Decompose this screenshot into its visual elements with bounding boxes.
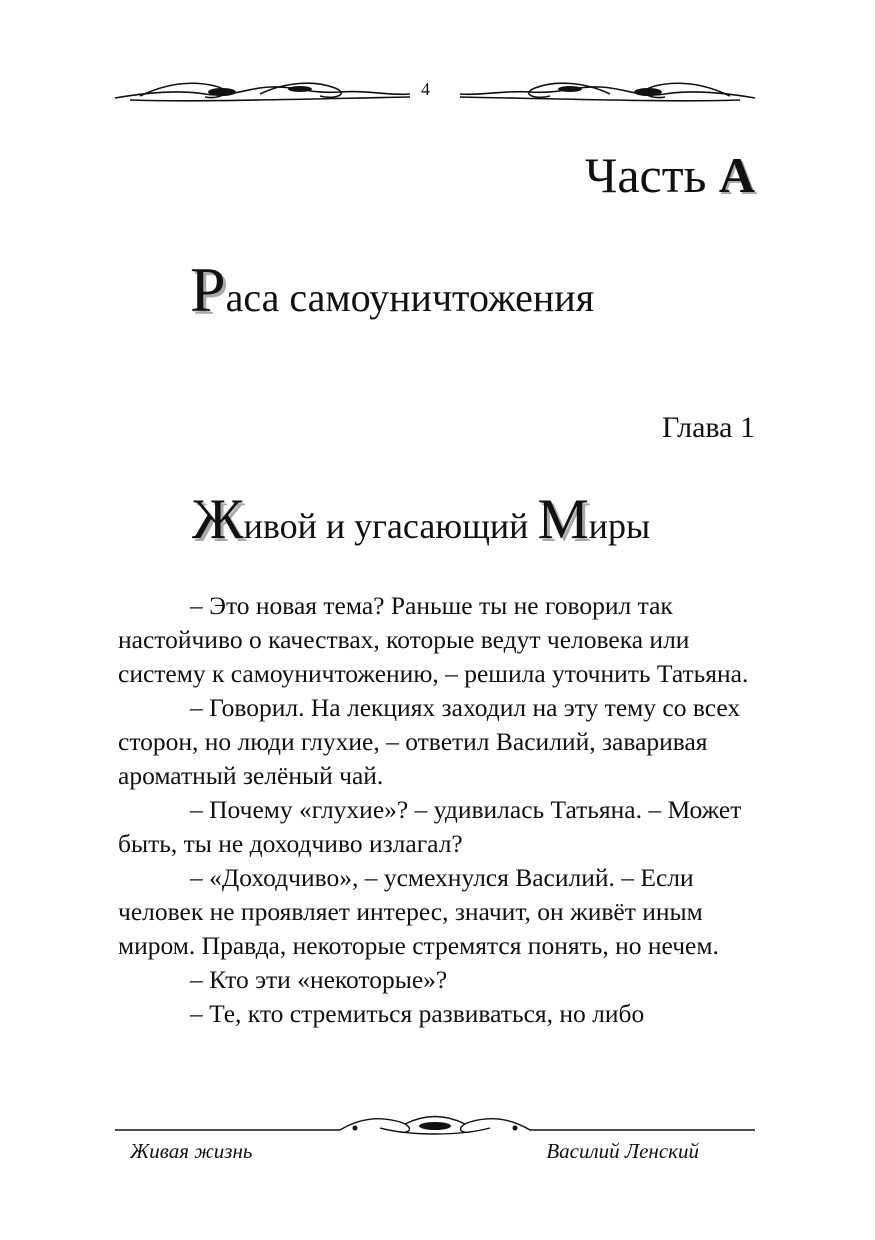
- paragraph: – Говорил. На лекциях заходил на эту тему со всех сторон, но люди глухие, – ответил Василий, заваривая ароматный зелёный чай.: [118, 693, 741, 790]
- paragraph: – «Доходчиво», – усмехнулся Василий. – Если человек не проявляет интерес, значит, он живёт иным миром. Правда, некоторые стремятся понять, но нечем.: [118, 863, 719, 960]
- chapter-title: [192, 490, 650, 556]
- paragraph: – Почему «глухие»? – удивилась Татьяна. – Может быть, ты не доходчиво излагал?: [118, 795, 742, 858]
- part-prefix: Часть: [584, 147, 719, 203]
- chapter-number: Глава 1: [662, 411, 755, 444]
- chapter-initial-2: М: [537, 488, 589, 551]
- section-title-text: аса самоуничтожения: [225, 275, 595, 320]
- section-title: [190, 255, 594, 333]
- page-number: 4: [418, 78, 433, 100]
- chapter-title-text-1: ивой и угасающий: [243, 506, 538, 546]
- page-header: [110, 70, 760, 115]
- paragraph: – Кто эти «некоторые»?: [190, 965, 448, 994]
- chapter-title-text-2: иры: [588, 506, 651, 546]
- section-initial: Р: [190, 254, 226, 325]
- chapter-initial-1: Ж: [192, 488, 244, 551]
- part-letter: А: [718, 147, 755, 203]
- paragraph: – Те, кто стремиться развиваться, но либо: [190, 999, 645, 1028]
- flourish-ornament-icon: [110, 70, 760, 115]
- footer-book-title: Живая жизнь: [130, 1139, 253, 1163]
- body-text: [118, 589, 758, 1031]
- part-heading: [585, 145, 755, 205]
- paragraph: – Это новая тема? Раньше ты не говорил так настойчиво о качествах, которые ведут человека или систему к самоуничтожению, – решила уточнить Татьяна.: [118, 591, 749, 688]
- footer-author: Василий Ленский: [546, 1139, 699, 1163]
